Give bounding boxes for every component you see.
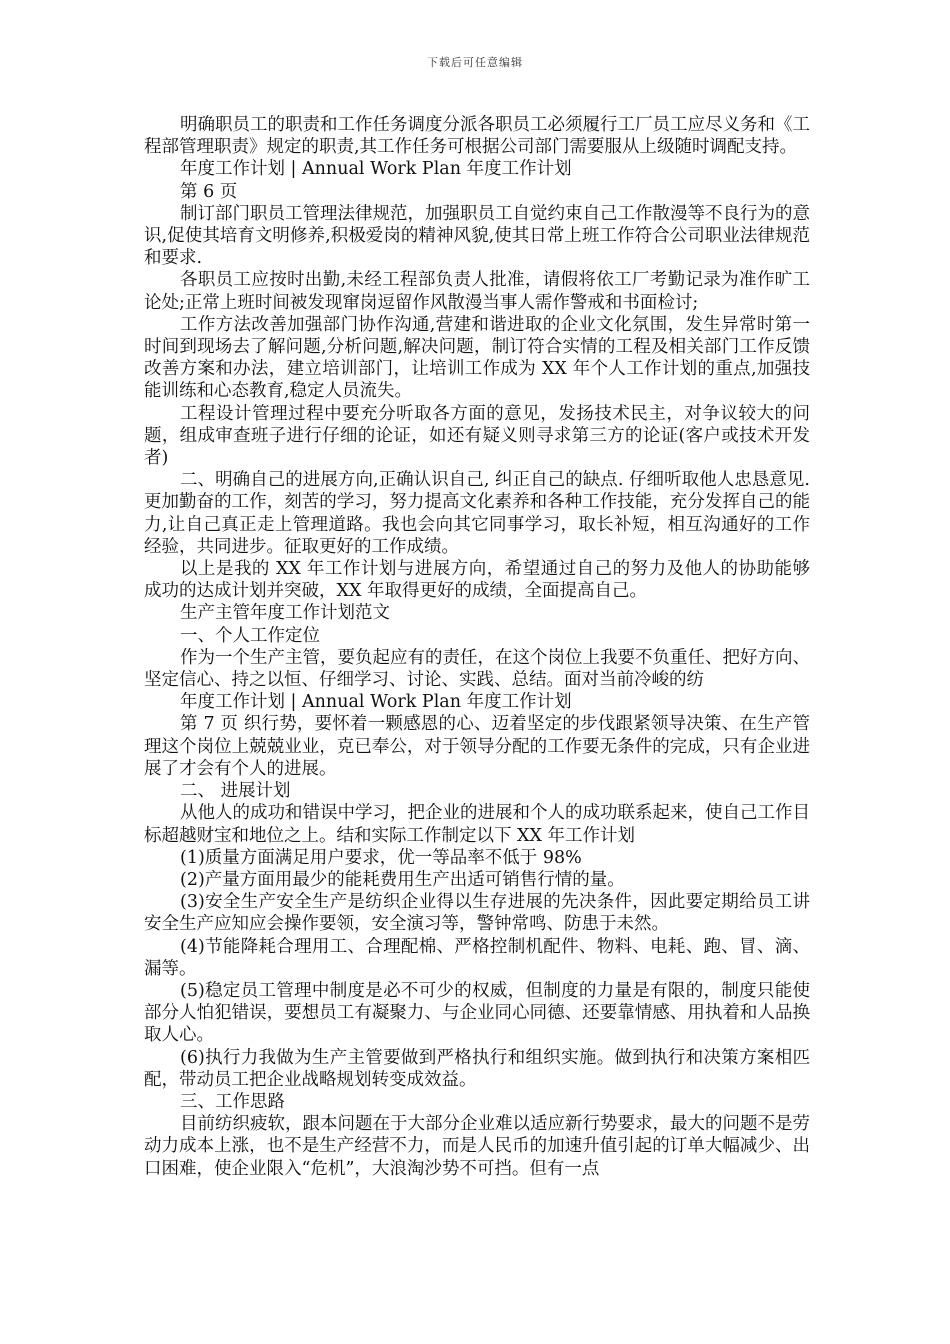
page-header: 下载后可任意编辑: [427, 56, 523, 69]
paragraph: 二、明确自己的进展方向,正确认识自己, 纠正自己的缺点. 仔细听取他人忠恳意见. 更加勤奋的工作，刻苦的学习，努力提高文化素养和各种工作技能，充分发挥自己的能力,让自己真正走上管理道路。我也会向其它同事学习，取长补短，相互沟通好的工作经验，共同进步。征取更好的工作成绩。: [144, 470, 810, 557]
paragraph: 制订部门职员工管理法律规范，加强职员工自觉约束自己工作散漫等不良行为的意识,促使其培育文明修养,积极爱岗的精神风貌,使其日常上班工作符合公司职业法律规范和要求.: [144, 203, 810, 269]
paragraph: 以上是我的 XX 年工作计划与进展方向，希望通过自己的努力及他人的协助能够成功的达成计划并突破，XX 年取得更好的成绩，全面提高自己。: [144, 559, 810, 602]
list-item: (2)产量方面用最少的能耗费用生产出适可销售行情的量。: [180, 869, 625, 890]
list-item: (5)稳定员工管理中制度是必不可少的权威，但制度的力量是有限的，制度只能使部分人怕犯错误，要想员工有凝聚力、与企业同心同德、还要靠情感、用执着和人品换取人心。: [144, 980, 810, 1046]
running-header-title: 年度工作计划 | Annual Work Plan 年度工作计划: [180, 159, 572, 180]
page-number: 第 6 页: [180, 181, 238, 202]
paragraph: 明确职员工的职责和工作任务调度分派各职员工必须履行工厂员工应尽义务和《工程部管理职责》规定的职责,其工作任务可根据公司部门需要服从上级随时调配支持。: [144, 115, 810, 158]
paragraph: 工程设计管理过程中要充分听取各方面的意见，发扬技术民主，对争议较大的问题，组成审查班子进行仔细的论证，如还有疑义则寻求第三方的论证(客户或技术开发者): [144, 403, 810, 469]
paragraph: 第 7 页 织行势，要怀着一颗感恩的心、迈着坚定的步伐跟紧领导决策、在生产管理这个岗位上兢兢业业，克已奉公，对于领导分配的工作要无条件的完成，只有企业进展了才会有个人的进展。: [144, 714, 810, 779]
list-item: (6)执行力我做为生产主管要做到严格执行和组织实施。做到执行和决策方案相匹配，带动员工把企业战略规划转变成效益。: [144, 1047, 810, 1090]
paragraph: 各职员工应按时出勤,未经工程部负责人批准，请假将依工厂考勤记录为准作旷工论处;正常上班时间被发现窜岗逗留作风散漫当事人需作警戒和书面检讨;: [144, 270, 810, 313]
running-header-title: 年度工作计划 | Annual Work Plan 年度工作计划: [180, 692, 572, 713]
section-heading: 二、 进展计划: [180, 781, 291, 802]
paragraph: 作为一个生产主管，要负起应有的责任，在这个岗位上我要不负重任、把好方向、坚定信心、持之以恒、仔细学习、讨论、实践、总结。面对当前冷峻的纺: [144, 647, 810, 691]
list-item: (1)质量方面满足用户要求，优一等品率不低于 98%: [180, 847, 582, 868]
paragraph: 从他人的成功和错误中学习，把企业的进展和个人的成功联系起来，使自己工作目标超越财宝和地位之上。结和实际工作制定以下 XX 年工作计划: [144, 803, 810, 846]
section-heading: 三、工作思路: [180, 1091, 285, 1112]
paragraph: 目前纺织疲软，跟本问题在于大部分企业难以适应新行势要求，最大的问题不是劳动力成本上涨，也不是生产经营不力，而是人民币的加速升值引起的订单大幅减少、出口困难，使企业限入“危机”，大浪淘沙势不可挡。但有一点: [144, 1114, 810, 1179]
list-item: (3)安全生产安全生产是纺织企业得以生存进展的先决条件，因此要定期给员工讲安全生产应知应会操作要领，安全演习等，警钟常鸣、防患于未然。: [144, 892, 810, 935]
section-heading: 一、个人工作定位: [180, 625, 320, 646]
paragraph: 工作方法改善加强部门协作沟通,营建和谐进取的企业文化氛围，发生异常时第一时间到现场去了解问题,分析问题,解决问题，制订符合实情的工程及相关部门工作反馈改善方案和办法，建立培训部门，让培训工作成为 XX 年个人工作计划的重点,加强技能训练和心态教育,稳定人员流失。: [144, 314, 810, 402]
document-body: [144, 114, 810, 1180]
list-item: (4)节能降耗合理用工、合理配棉、严格控制机配件、物料、电耗、跑、冒、滴、漏等。: [144, 936, 810, 979]
section-title: 生产主管年度工作计划范文: [180, 603, 390, 624]
